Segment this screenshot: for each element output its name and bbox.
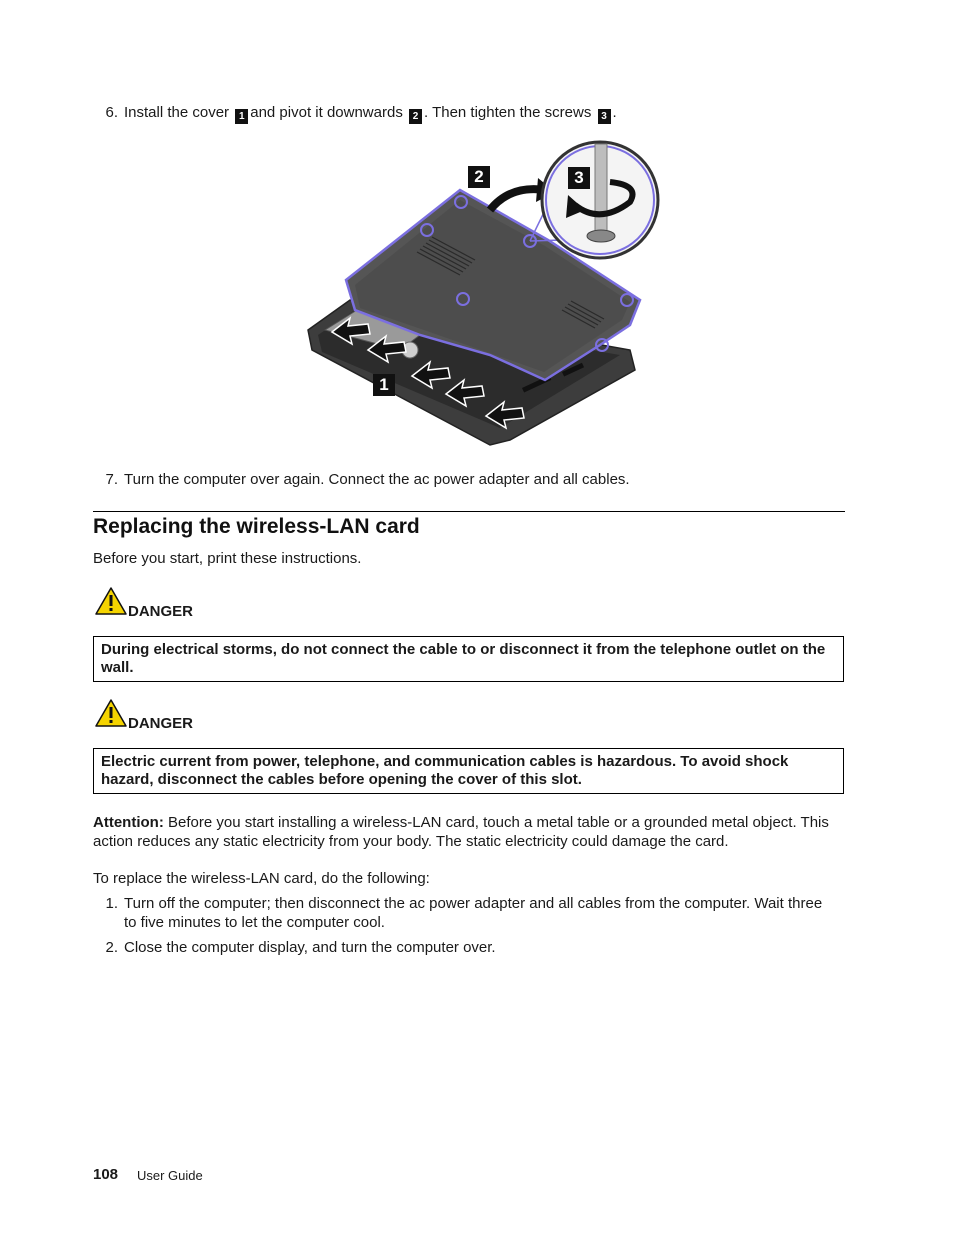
step-text: Turn off the computer; then disconnect the ac power adapter and all cables from the computer. Wait three to five minutes to let the computer cool. xyxy=(124,895,823,931)
cover-installation-illustration xyxy=(300,140,670,460)
warning-icon xyxy=(94,586,128,616)
callout-badge: 2 xyxy=(409,109,422,124)
step-text-part: and pivot it downwards xyxy=(250,104,403,121)
procedure-step xyxy=(0,894,954,934)
figure-callout: 3 xyxy=(568,167,590,189)
step-number: 6. xyxy=(105,104,118,121)
attention-text: Before you start installing a wireless-LAN card, touch a metal table or a grounded metal object. This action reduces any static electricity from your body. The static electricity could damage the card. xyxy=(93,814,829,850)
section-intro: Before you start, print these instructions. xyxy=(93,550,362,567)
step-text: Turn the computer over again. Connect the ac power adapter and all cables. xyxy=(124,471,630,488)
step-text-part: . Then tighten the screws xyxy=(424,104,592,121)
step-text: Close the computer display, and turn the computer over. xyxy=(124,939,496,956)
figure-callout: 1 xyxy=(373,374,395,396)
footer-title: User Guide xyxy=(137,1168,203,1183)
danger-label: DANGER xyxy=(128,603,194,620)
danger-box: During electrical storms, do not connect the cable to or disconnect it from the telephone outlet on the wall. xyxy=(93,636,844,682)
step-text-part: Install the cover xyxy=(124,104,230,121)
danger-label: DANGER xyxy=(128,715,194,732)
callout-badge: 1 xyxy=(235,109,248,124)
step-text xyxy=(124,103,617,124)
step-number: 1. xyxy=(105,895,118,912)
procedure-step xyxy=(0,938,954,958)
section-title: Replacing the wireless-LAN card xyxy=(93,515,420,538)
step-text-part: . xyxy=(612,104,617,121)
callout-badge: 3 xyxy=(598,109,611,124)
page-number: 108 xyxy=(93,1166,119,1183)
warning-icon xyxy=(94,698,128,728)
step-7 xyxy=(0,470,954,490)
danger-box: Electric current from power, telephone, and communication cables is hazardous. To avoid shock hazard, disconnect the cables before opening the cover of this slot. xyxy=(93,748,844,794)
step-number: 2. xyxy=(105,939,118,956)
figure-callout: 2 xyxy=(468,166,490,188)
attention-label: Attention: xyxy=(93,814,164,831)
step-number: 7. xyxy=(105,471,118,488)
step-6 xyxy=(0,103,954,123)
procedure-intro: To replace the wireless-LAN card, do the following: xyxy=(93,870,430,887)
attention-note xyxy=(93,813,845,851)
section-rule xyxy=(93,511,845,512)
